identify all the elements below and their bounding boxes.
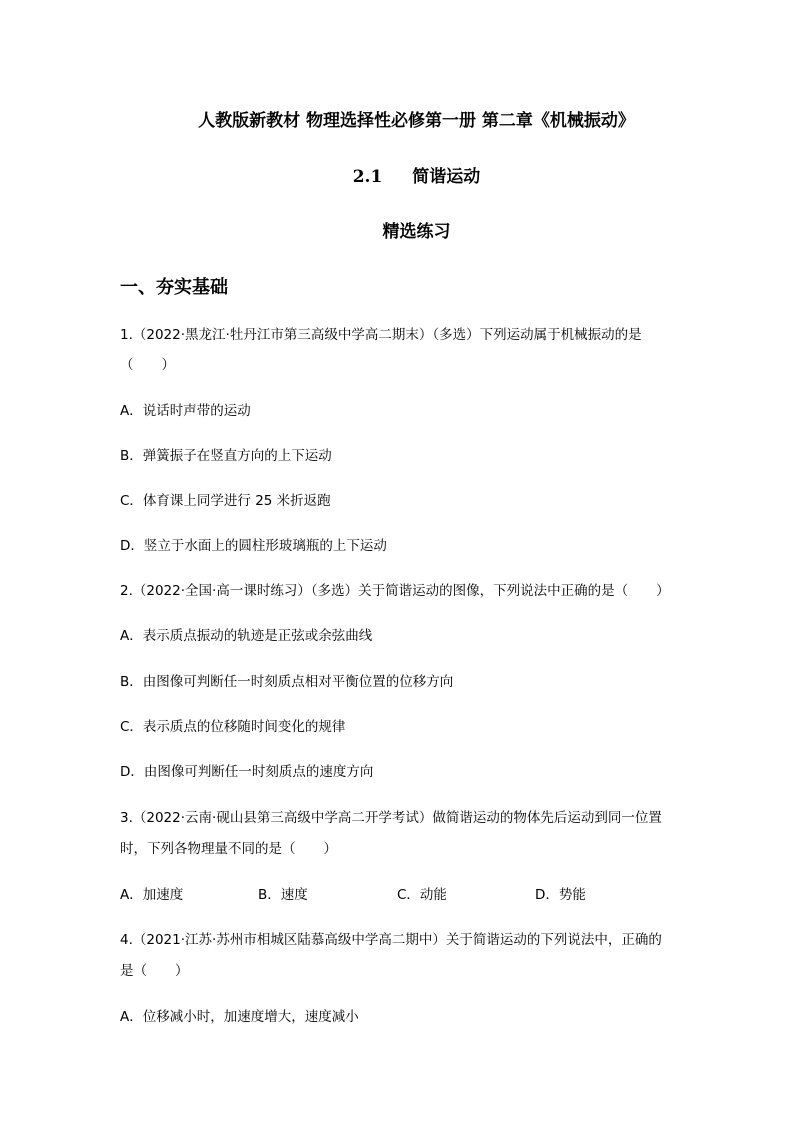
question-4-stem-line-1: 4.（2021·江苏·苏州市相城区陆慕高级中学高二期中）关于简谐运动的下列说法中，正确的 <box>120 932 662 948</box>
section-title <box>20 162 793 187</box>
document-subtitle <box>20 217 793 242</box>
question-3-close-paren: ） <box>323 841 337 857</box>
section-number: 2.1 <box>352 167 383 187</box>
question-3-option-a: A．加速度 <box>120 887 184 903</box>
section-name: 简谐运动 <box>412 167 481 187</box>
question-1-stem-line-1: 1.（2022·黑龙江·牡丹江市第三高级中学高二期末）（多选）下列运动属于机械振动的是 <box>120 327 642 343</box>
question-1-stem-line-2 <box>120 359 175 373</box>
question-1-option-d: D．竖立于水面上的圆柱形玻璃瓶的上下运动 <box>120 538 387 554</box>
document-title <box>20 106 793 131</box>
question-4-stem-line-2 <box>120 965 189 979</box>
question-3-stem-line-2 <box>120 843 337 857</box>
title-line-1: 人教版新教材 物理选择性必修第一册 第二章《机械振动》 <box>198 111 635 131</box>
question-1-option-a: A．说话时声带的运动 <box>120 403 251 419</box>
question-1-close-paren: ） <box>161 357 175 373</box>
question-3-stem-text: 时，下列各物理量不同的是（ <box>120 841 296 857</box>
question-1-option-b: B．弹簧振子在竖直方向的上下运动 <box>120 448 332 464</box>
question-4-close-paren: ） <box>175 963 189 979</box>
question-2-option-c: C．表示质点的位移随时间变化的规律 <box>120 719 346 735</box>
question-2-option-b: B．由图像可判断任一时刻质点相对平衡位置的位移方向 <box>120 674 454 690</box>
part-heading: 一、夯实基础 <box>120 277 228 298</box>
question-1-option-c: C．体育课上同学进行 25 米折返跑 <box>120 493 331 509</box>
question-2-stem-text: 2.（2022·全国·高一课时练习）（多选）关于简谐运动的图像，下列说法中正确的是（ <box>120 583 629 599</box>
question-1-open-paren: （ <box>120 357 134 373</box>
subtitle-text: 精选练习 <box>382 222 451 242</box>
question-3-stem-line-1: 3.（2022·云南·砚山县第三高级中学高二开学考试）做简谐运动的物体先后运动到同一位置 <box>120 810 662 826</box>
question-3-option-d: D．势能 <box>535 887 586 903</box>
question-2-stem-line-1 <box>120 585 670 599</box>
question-2-option-d: D．由图像可判断任一时刻质点的速度方向 <box>120 764 374 780</box>
question-2-close-paren: ） <box>656 583 670 599</box>
question-2-option-a: A．表示质点振动的轨迹是正弦或余弦曲线 <box>120 628 373 644</box>
question-3-option-b: B．速度 <box>258 887 308 903</box>
question-4-stem-text: 是（ <box>120 963 147 979</box>
question-3-option-c: C．动能 <box>397 887 447 903</box>
question-4-option-a: A．位移减小时，加速度增大，速度减小 <box>120 1009 359 1025</box>
